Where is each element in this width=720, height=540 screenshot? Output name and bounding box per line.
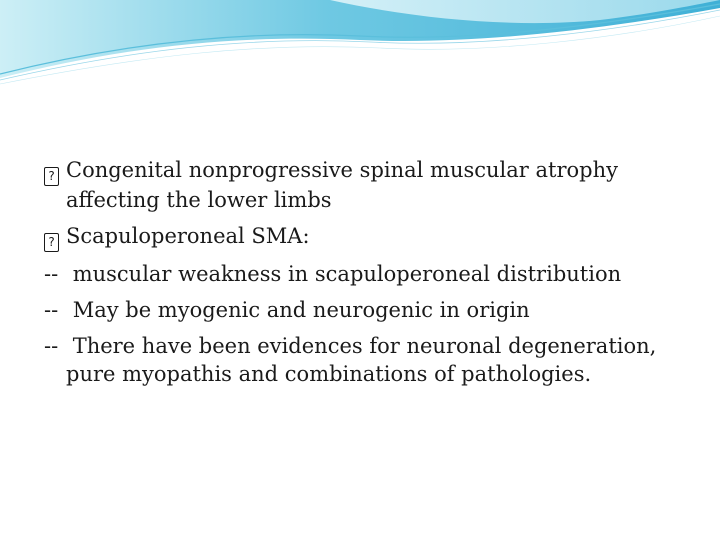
list-item	[44, 156, 674, 214]
box-bullet-icon	[44, 233, 59, 252]
dash-bullet: --	[44, 298, 59, 322]
item-text: Scapuloperoneal SMA:	[66, 224, 310, 248]
bullet-marker	[44, 222, 66, 252]
header-wave-decoration	[0, 0, 720, 90]
bullet-marker	[44, 156, 66, 186]
item-text: muscular weakness in scapuloperoneal distribution	[72, 262, 622, 286]
list-item	[44, 260, 674, 288]
list-item	[44, 222, 674, 252]
item-text: Congenital nonprogressive spinal muscular atrophy affecting the lower limbs	[66, 158, 618, 212]
item-text: May be myogenic and neurogenic in origin	[72, 298, 530, 322]
list-item	[44, 296, 674, 324]
box-bullet-icon	[44, 167, 59, 186]
bullet-list	[44, 156, 674, 396]
dash-bullet: --	[44, 262, 59, 286]
dash-bullet: --	[44, 334, 59, 358]
list-item	[44, 332, 674, 388]
item-text: There have been evidences for neuronal degeneration, pure myopathis and combinations of pathologies.	[66, 334, 657, 386]
